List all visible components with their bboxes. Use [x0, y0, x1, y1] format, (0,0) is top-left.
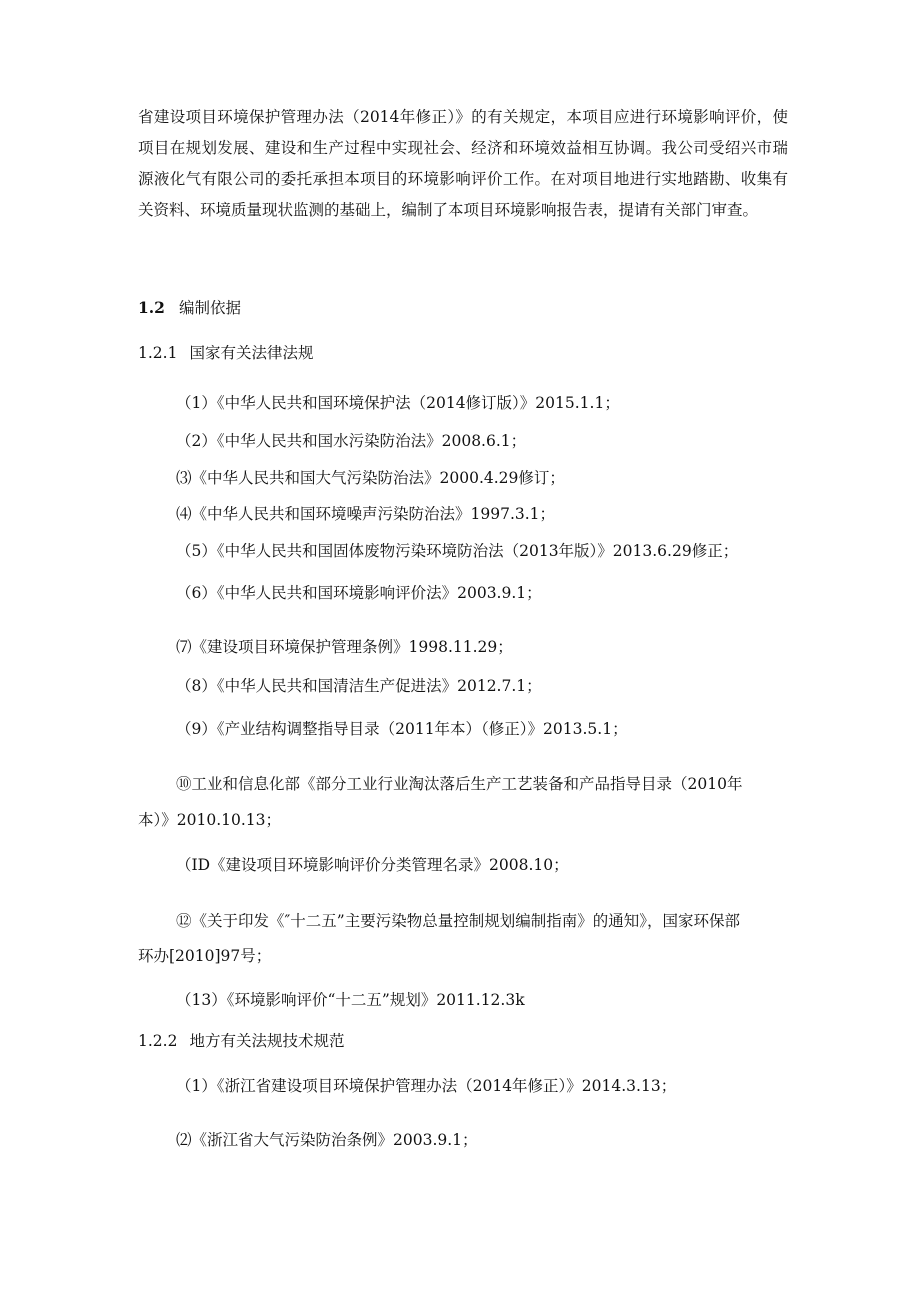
section-number: 1.2.1 — [138, 344, 178, 362]
section-number: 1.2.2 — [138, 1032, 178, 1050]
intro-paragraph: 省建设项目环境保护管理办法（2014年修正）》的有关规定，本项目应进行环境影响评价，使项目在规划发展、建设和生产过程中实现社会、经济和环境效益相互协调。我公司受绍兴市瑞源液化气有限公司的委托承担本项目的环境影响评价工作。在对项目地进行实地踏勘、收集有关资料、环境质量现状监测的基础上，编制了本项目环境影响报告表，提请有关部门审查。 — [138, 108, 788, 219]
list-item: ⑩工业和信息化部《部分工业行业淘汰落后生产工艺装备和产品指导目录（2010年 — [176, 775, 743, 793]
list-item-continuation: 本）》2010.10.13； — [138, 811, 281, 829]
list-item: （1）《浙江省建设项目环境保护管理办法（2014年修正）》2014.3.13； — [176, 1077, 677, 1095]
list-item: （2）《中华人民共和国水污染防治法》2008.6.1； — [176, 432, 527, 450]
list-item-continuation: 环办[2010]97号； — [138, 947, 272, 965]
list-item: ⑷《中华人民共和国环境噪声污染防治法》1997.3.1； — [176, 505, 556, 523]
list-item: ⑫《关于印发《″十二五”主要污染物总量控制规划编制指南》的通知》，国家环保部 — [176, 912, 740, 930]
section-title: 编制依据 — [178, 299, 241, 317]
list-item: （1）《中华人民共和国环境保护法（2014修订版）》2015.1.1； — [176, 394, 620, 412]
section-title: 地方有关法规技术规范 — [189, 1032, 345, 1050]
list-item: （6）《中华人民共和国环境影响评价法》2003.9.1； — [176, 584, 542, 602]
list-item: ⑵《浙江省大气污染防治条例》2003.9.1； — [176, 1131, 478, 1149]
list-item: （8）《中华人民共和国清洁生产促进法》2012.7.1； — [176, 677, 542, 695]
section-title: 国家有关法律法规 — [189, 344, 314, 362]
list-item: ⑶《中华人民共和国大气污染防治法》2000.4.29修订； — [176, 469, 565, 487]
section-number: 1.2 — [138, 298, 165, 317]
list-item: （5）《中华人民共和国固体废物污染环境防治法（2013年版）》2013.6.29修正； — [176, 542, 739, 560]
list-item: （ID《建设项目环境影响评价分类管理名录》2008.10； — [176, 856, 569, 874]
section-1-2-2-heading — [138, 1031, 344, 1051]
section-1-2-heading — [138, 298, 241, 318]
list-item: ⑺《建设项目环境保护管理条例》1998.11.29； — [176, 638, 513, 656]
list-item: （13）《环境影响评价“十二五”规划》2011.12.3k — [176, 991, 525, 1009]
list-item: （9）《产业结构调整指导目录（2011年本）（修正）》2013.5.1； — [176, 720, 628, 738]
section-1-2-1-heading — [138, 343, 313, 363]
